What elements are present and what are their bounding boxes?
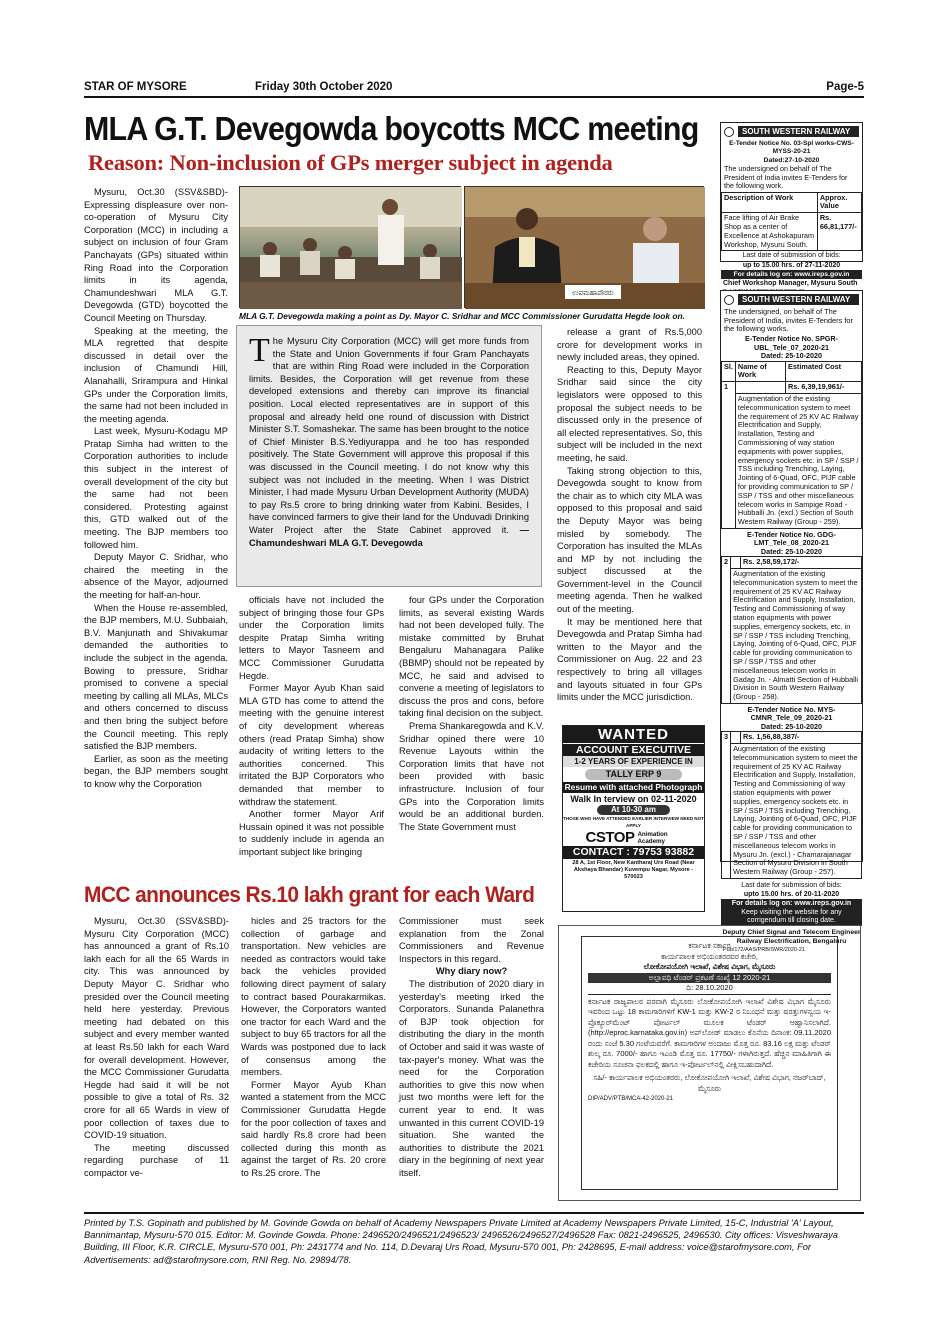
paragraph: Reacting to this, Deputy Mayor Sridhar said since the city legislators were opposed to this proposal the subject needs to be discussed only in the presence of all elected representatives. So, this subject will be included in the next meeting, he said.	[557, 364, 702, 463]
story1-column-4	[557, 326, 702, 720]
story2-column-2	[241, 915, 386, 1199]
col-header: Approx. Value	[817, 192, 861, 213]
paragraph: Prema Shankaregowda and K.V. Sridhar opined there were 10 Revenue Layouts within the Corporation limits that have not been provided with basic infrastructure. Inclusion of four GPs into the Corporation limits would be an additional burden. The State Government must	[399, 720, 544, 832]
kannada-line: ಕರ್ನಾಟಕ ಸರ್ಕಾರ	[688, 941, 731, 950]
notice-intro: The undersigned on behalf of The President of India invites E-Tenders for the following work.	[724, 164, 848, 191]
tender-table	[721, 556, 862, 704]
tender-work: Augmentation of the existing telecommunication system to meet the requirement of 25 KV AC Railway Electrification and Supply, Installation, Testing and Commissioning of way station equipments with power supplies, emergency sockets, etc. in SP / SSP / TSS including Trenching, Laying, Jointing of 6-Quad, OFC, PIJF cable for providing communication to SP / SSP / TSS and other miscellaneous telecom works in Gadag Jn. - Almatti Section of Hubballi Division in South Western Railway (Group - 258).	[731, 569, 862, 704]
story1-column-1	[84, 186, 228, 878]
photo-dais-figures	[465, 187, 705, 309]
tender-date: Dated: 25-10-2020	[760, 721, 823, 731]
second-headline: MCC announces Rs.10 lakh grant for each Ward	[84, 882, 535, 907]
photo-dais	[464, 186, 704, 308]
signatory-office: Railway Electrification, Bengaluru	[736, 938, 847, 946]
tender-work-label	[735, 382, 785, 394]
tender-sl: 1	[722, 382, 736, 529]
tender-cost: Rs. 6,39,19,961/-	[785, 382, 861, 394]
wanted-time: At 10-30 am	[597, 805, 670, 815]
wanted-address: 28 A, 1st Floor, New Kantharaj Urs Road (Near Akshaya Bhandar) Kuvempu Nagar, Mysore - 570023	[572, 860, 695, 880]
paragraph: Last week, Mysuru-Kodagu MP Pratap Simha had written to the Corporation authorities to include this subject in the interest of overall development of the city but the same had not been considered. Protesting against this, GTD walked out of the meeting. The BJP members too followed him.	[84, 426, 228, 550]
main-headline: MLA G.T. Devegowda boycotts MCC meeting	[84, 110, 699, 147]
paragraph: When the House re-assembled, the BJP members, M.U. Subbaiah, B.V. Manjunath and Shivakumar demanded the authorities to include the subject in the agenda. Bowing to pressure, Sridhar promised to convene a special meeting by calling all MLAs, MLCs and others concerned to discuss and then bring the subject before the Council meeting. This reply satisfied the BJP members.	[84, 602, 228, 752]
page-header	[84, 81, 864, 95]
last-date: up to 15.00 hrs. of 27-11-2020	[742, 261, 841, 269]
wanted-title: WANTED	[563, 726, 704, 743]
paragraph: Former Mayor Ayub Khan said MLA GTD has come to attend the meeting with the genuine interest of city development whereas others (read Pratap Simha) show audacity of writing letters to the authorities concerned. This irritated the BJP Corporators who demanded that member to withdraw the statement.	[239, 683, 384, 807]
paragraph: Former Mayor Ayub Khan wanted a statement from the MCC Commissioner Gurudatta Hegde for the poor collection of taxes and said hardly Rs.8 crore had been collected during this month as against the target of Rs. 20 crore to Rs.25 crore. The	[241, 1079, 386, 1178]
brand-name: CSTOP	[585, 829, 635, 846]
story1-column-3	[399, 594, 544, 874]
wanted-walkin: Walk In terview on 02-11-2020	[570, 794, 697, 804]
tender-entry	[721, 531, 862, 704]
paragraph: The meeting discussed regarding purchase of 11 compactor ve-	[84, 1142, 229, 1178]
photo-meeting-hall	[239, 186, 461, 308]
paper-name: STAR OF MYSORE	[84, 81, 187, 93]
contact-number: CONTACT : 79753 93882	[563, 846, 704, 859]
signatory: Deputy Chief Signal and Telecom Engineer	[722, 928, 861, 936]
wanted-ad	[562, 725, 705, 912]
photo-caption: MLA G.T. Devegowda making a point as Dy. Mayor C. Sridhar and MCC Commissioner Gurudatta Hegde look on.	[239, 311, 685, 321]
tender-work-label	[731, 557, 741, 569]
paragraph: Speaking at the meeting, the MLA regretted that despite discussed in detail over the inclusion of Chamundi Hill, Alanahalli, Srirampura and Hinkal GPs under the Corporation limits, the same had not been included in the meeting agenda.	[84, 325, 228, 424]
tender-table	[721, 361, 862, 529]
brand-row	[563, 829, 704, 846]
kannada-date: ದಿ: 28.10.2020	[686, 983, 733, 992]
quote-text: he Mysuru City Corporation (MCC) will get more funds from the State and Union Governments if four Gram Panchayats that are within Ring Road were included in the Corporation limits. Besides, the Corporation will get revenue from these developed extensions and thereby can improve its financial position. Local elected representatives are in support of this proposal and already held one round of discussion with District Minister S.T. Somashekar. The same has been brought to the notice of Chief Minister B.S.Yediyurappa and he too has responded positively. The State Government will approve this proposal if this was discussed in the Council meeting. I do not know why this subject was not included in the meeting. When I was District Minister, I had made Mysuru Urban Development Authority (MUDA) to pay Rs.5 crore to bring drinking water from Kabini. Besides, I have convinced farmers to give their land for the Unduvadi Drinking Water Project after the State Cabinet approved it.	[249, 336, 529, 535]
tender-list	[721, 335, 862, 879]
notice-number: E-Tender Notice No. 03-Spl works-CWS-MYSS-20-21	[729, 140, 854, 156]
tender-table	[721, 192, 862, 252]
col-header: Sl.	[722, 361, 736, 382]
tender-cost: Rs. 2,58,59,172/-	[740, 557, 861, 569]
story2-column-1	[84, 915, 229, 1199]
wanted-note: THOSE WHO HAVE ATTENDED EARLIER INTERVIEW NEED NOT APPLY	[563, 816, 704, 828]
last-date-label: Last date of submission of bids:	[742, 252, 841, 260]
brand-tagline: Animation Academy	[637, 830, 668, 845]
kannada-ref: DIP/ADV/PTB/MCA-42-2020-21	[588, 1096, 674, 1102]
kannada-line: ಲೋಕೋಪಯೋಗಿ ಇಲಾಖೆ, ವಿಶೇಷ ವಿಭಾಗ, ಮೈಸೂರು	[643, 962, 776, 971]
railway-title: SOUTH WESTERN RAILWAY	[738, 126, 859, 137]
signatory: Chief Workshop Manager, Mysuru South	[723, 280, 858, 288]
tender-entry	[721, 706, 862, 879]
paragraph: Taking strong objection to this, Devegowda sought to know from the chair as to which city MLA was opposed to this proposal and said the Deputy Mayor was being misled by somebody. The Corporation has insulted the MLAs and MP by not including the subject discussed at the Government-level in the Council meeting agenda. Then he walked out of the meeting.	[557, 465, 702, 615]
story2-column-3-body	[399, 978, 544, 1180]
paragraph: release a grant of Rs.5,000 crore for development works in newly included areas, they opined.	[557, 327, 702, 363]
tender-date: Dated: 25-10-2020	[760, 351, 823, 361]
work-value: Rs. 66,81,177/-	[817, 213, 861, 251]
quote-box	[236, 325, 542, 587]
imprint-footer	[84, 1212, 864, 1266]
col-header: Estimated Cost	[785, 361, 861, 382]
details-link: For details log on: www.ireps.gov.in	[721, 270, 862, 279]
tender-work: Augmentation of the existing telecommunication system to meet the requirement of 25 KV AC Railway Electrification and Supply, Installation, Testing and Commissioning of way station equipments with power supplies, emergency sockets etc. in SP / SSP / TSS including Trenching, Laying, Jointing of 6-Quad, OFC, PIJF cable for providing communication to SP / SSP / TSS and other miscellaneous telecom works in Mysuru Jn. (excl.) - Chamarajanagar Section of Mysuru Division in South Western Railway (Group - 257).	[731, 743, 862, 878]
last-date-label: Last date for submission of bids:	[741, 881, 842, 889]
tender-entry	[721, 335, 862, 529]
tender-sl: 3	[722, 732, 731, 879]
story2-subhead: Why diary now?	[435, 966, 508, 977]
paragraph: The distribution of 2020 diary in yesterday's meeting irked the Corporators. Sunanda Palanethra of BJP took objection for distributing the diary in the month of October and said it was waste of tax-payer's money. What was the need for the Corporation authorities to give this now when just two months were left for the current year to end. It was unwanted in this current COVID-19 situation. She wanted the authorities to distribute the 2021 diary in the beginning of next year itself.	[399, 978, 544, 1178]
work-description: Face lifting of Air Brake Shop as a center of Excellence at Ashokapuram Workshop, Mysuru South.	[722, 213, 818, 251]
story2-paragraph: Commissioner must seek explanation from the Zonal Commissioners and Revenue Inspectors in this regard.	[399, 916, 544, 964]
wanted-post: ACCOUNT EXECUTIVE	[563, 743, 704, 756]
railway-logo-icon	[724, 295, 734, 305]
quote-attribution: — Chamundeshwari MLA G.T. Devegowda	[249, 524, 529, 548]
wanted-skill: TALLY ERP 9	[585, 769, 682, 780]
paragraph: Deputy Mayor C. Sridhar, who chaired the meeting in the absence of the Mayor, adjourned the meeting for half-an-hour.	[84, 552, 228, 600]
tender-number: E-Tender Notice No. SPGR-UBL_Tele_07_2020-21	[745, 334, 838, 352]
tender-number: E-Tender Notice No. MYS-CMNR_Tele_09_2020-21	[747, 704, 836, 723]
col-header: Description of Work	[722, 192, 818, 213]
kannada-line: ಕಾರ್ಯಪಾಲಕ ಅಭಿಯಂತರರವರ ಕಚೇರಿ,	[661, 951, 758, 961]
last-date: upto 15.00 hrs. of 20-11-2020	[743, 891, 840, 899]
main-subhead: Reason: Non-inclusion of GPs merger subject in agenda	[88, 150, 613, 175]
kannada-signatory: ಸಹಿ/- ಕಾರ್ಯಪಾಲಕ ಅಭಿಯಂತರರು, ಲೋಕೋಪಯೋಗಿ ಇಲಾಖೆ, ವಿಶೇಷ ವಿಭಾಗ, ನಜರ್‌ಬಾದ್, ಮೈಸೂರು	[593, 1073, 826, 1093]
tender-table	[721, 731, 862, 879]
paragraph: Mysuru, Oct.30 (SSV&SBD)- Mysuru City Corporation (MCC) has announced a grant of Rs.10 lakh each for all the 65 Wards in city. This was announced by Deputy Mayor C. Sridhar who presided over the Council meeting held here yesterday. Previous meeting had debated on this subject and every member wanted at least Rs.50 lakh for each Ward for overall development. However, the MCC Commissioner Gurudatta Hegde had said it will be not possible to give a total of Rs. 32 crore for all 65 Wards in view of poor collection of taxes due to COVID-19 situation.	[84, 916, 229, 1141]
issue-date: Friday 30th October 2020	[255, 81, 393, 93]
railway-title: SOUTH WESTERN RAILWAY	[738, 294, 859, 305]
tender-sl: 2	[722, 557, 731, 704]
paragraph: hicles and 25 tractors for the collection of garbage and transportation. New vehicles are needed as contractors would take back the vehicles provided following direct payment of salary to contract based Pourakarmikas. However, the Corporators wanted one tractor for each Ward and the subject to buy 65 tractors for all the Wards was postponed due to lack of consensus among the members.	[241, 916, 386, 1078]
kannada-tender-notice	[558, 925, 861, 1201]
notice-intro: The undersigned, on behalf of The President of India, invites E-Tenders for the following works.	[724, 307, 853, 334]
tender-number: E-Tender Notice No. GDG-LMT_Tele_08_2020-21	[747, 529, 836, 548]
publication-ref: Pub/172/AAS/PRB/SWR/2020-21	[723, 947, 805, 954]
header-rule	[84, 96, 864, 98]
details-box	[721, 899, 862, 926]
photo-meeting-hall-figures	[240, 187, 462, 309]
paragraph: Mysuru, Oct.30 (SSV&SBD)- Expressing displeasure over non-co-operation of Mysuru City Corporation (MCC) in including a subject on inclusion of four Gram Panchayats (GPs) situated within Ring Road into the Corporation limits in its agenda, Chamundeshwari MLA G.T. Devegowda (GTD) boycotted the Council Meeting on Thursday.	[84, 187, 228, 323]
col-header: Name of Work	[735, 361, 785, 382]
paragraph: officials have not included the subject of bringing those four GPs under the Corporation limits despite Pratap Simha writing letters to Mayor Tasneem and MCC Commissioner Gurudatta Hegde.	[239, 595, 384, 681]
paragraph: It may be mentioned here that Devegowda and Pratap Simha had written to the Mayor and the Commissioner on Aug. 22 and 23 respectively to bring all villages and layouts situated in four GPs limits under the MCC jurisdiction.	[557, 616, 702, 703]
paragraph: four GPs under the Corporation limits, as several existing Wards had not been developed fully. The mistake committed by Bruhat Bengaluru Mahanagara Palike (BBMP) should not be repeated by MCC, he said and advised to convene a meeting of legislators to discuss the pros and cons, before taking final decision on the subject.	[399, 595, 544, 719]
notice-date: Dated:27-10-2020	[763, 157, 820, 165]
story1-column-2	[239, 594, 384, 874]
railway-logo-icon	[724, 127, 734, 137]
kannada-notice-no: ಅಲ್ಪಾವಧಿ ಟೆಂಡರ್ ಪ್ರಕಟಣೆ ಸಂಖ್ಯೆ 12 2020-21	[588, 973, 831, 984]
nameplate: ಉಪಮಹಾಪೌರರು	[572, 289, 614, 297]
drop-cap: T	[249, 332, 270, 369]
paragraph: Another former Mayor Arif Hussain opined it was not possible to suddenly include in agenda an important subject like bringing	[239, 809, 384, 857]
tender-work-label	[731, 732, 741, 744]
kannada-notice-frame	[581, 936, 838, 1190]
tender-date: Dated: 25-10-2020	[760, 546, 823, 556]
kannada-body: ಕರ್ನಾಟಕ ರಾಜ್ಯಪಾಲರ ಪರವಾಗಿ ಮೈಸೂರು ಲೋಕೋಪಯೋಗಿ ಇಲಾಖೆ ವಿಶೇಷ ವಿಭಾಗ ಮೈಸೂರು ಇವರಿಂದ ಒಟ್ಟು 18 ಕಾಮಗಾರಿಗಳಿಗೆ KW-1 ಮತ್ತು KW-2 ರ ನಿಬಂಧನೆ ಮತ್ತು ಷರತ್ತುಗಳನ್ವಯ ಇ-ಪ್ರೊಕ್ಯೂರ್‌ಮೆಂಟ್ ಪೋರ್ಟಲ್ ಮೂಲಕ ಟೆಂಡರ್ ಆಹ್ವಾನಿಸಲಾಗಿದೆ. (http://eproc.karnataka.gov.in) ಅಪ್‌ಲೋಡ್ ಮಾಡಲು ಕೊನೆಯ ದಿನಾಂಕ: 09.11.2020 ರಂದು ಸಂಜೆ 5.30 ಗಂಟೆಯವರೆಗೆ. ಕಾಮಗಾರಿಗಳ ಅಂದಾಜು ಮೊತ್ತ ರೂ. 83.16 ಲಕ್ಷ ಮತ್ತು ಟೆಂಡರ್ ಶುಲ್ಕ ರೂ. 7000/- ಹಾಗೂ ಇಎಂಡಿ ಮೊತ್ತ ರೂ. 17750/- ಗಳಾಗಿರುತ್ತದೆ. ಹೆಚ್ಚಿನ ಮಾಹಿತಿಗಾಗಿ ಈ ಕಚೇರಿಯ ಸೂಚನಾ ಫಲಕದಲ್ಲಿ ಹಾಗೂ ಇ-ಪೋರ್ಟಲ್‌ನಲ್ಲಿ ವೀಕ್ಷಿಸಬಹುದಾಗಿದೆ.	[588, 994, 831, 1071]
tender-cost: Rs. 1,56,88,387/-	[740, 732, 861, 744]
tender-work: Augmentation of the existing telecommunication system to meet the requirement of 25 KV AC Railway Electrification and Supply, Installation, Testing and Commissioning of way station equipments with power supplies, emergency sockets etc. in SP / SSP / TSS including Trenching, Laying, Jointing of 6-Quad, OFC, PIJF cable for providing communication to SP / SSP / TSS and other miscellaneous telecom works in Sampige Road - Hubballi Jn. (excl.) Section of South Western Railway (Group - 259).	[735, 394, 861, 529]
railway-tender-ad-2	[720, 290, 863, 954]
railway-tender-ad-1	[720, 122, 863, 288]
page-number: Page-5	[826, 81, 864, 93]
story2-column-3	[399, 915, 544, 1199]
wanted-resume: Resume with attached Photograph	[564, 782, 703, 792]
details-link: For details log on: www.ireps.gov.in	[731, 900, 852, 908]
paragraph: Earlier, as soon as the meeting began, the BJP members sought to know why the Corporation	[84, 753, 228, 789]
imprint-text: Printed by T.S. Gopinath and published by M. Govinde Gowda on behalf of Academy Newspapers Private Limited at Academy Newspapers Private Limited, 15-C, Industrial 'A' Layout, Bannimantap, Mysuru-570 015. Editor: M. Govinde Gowda. Phone: 2496520/2496521/2496523/ 2496526/2496527/2496528 Fax: 0821-2496525, 2496530. City offices: Visveshwaraya Building, III Floor, K.R. CIRCLE, Mysuru-570 001, Ph: 2431774 and No. 114, D.Devaraj Urs Road, Mysuru-570 001, Ph: 2428695, E-mail address: voice@starofmysore.com, For Advertisements: ad@starofmysore.com, RNI Reg. No. 29894/78.	[84, 1218, 838, 1265]
wanted-experience: 1-2 YEARS OF EXPERIENCE IN	[563, 756, 704, 767]
details-note: Keep visiting the website for any corrigendum till closing date.	[741, 908, 842, 924]
